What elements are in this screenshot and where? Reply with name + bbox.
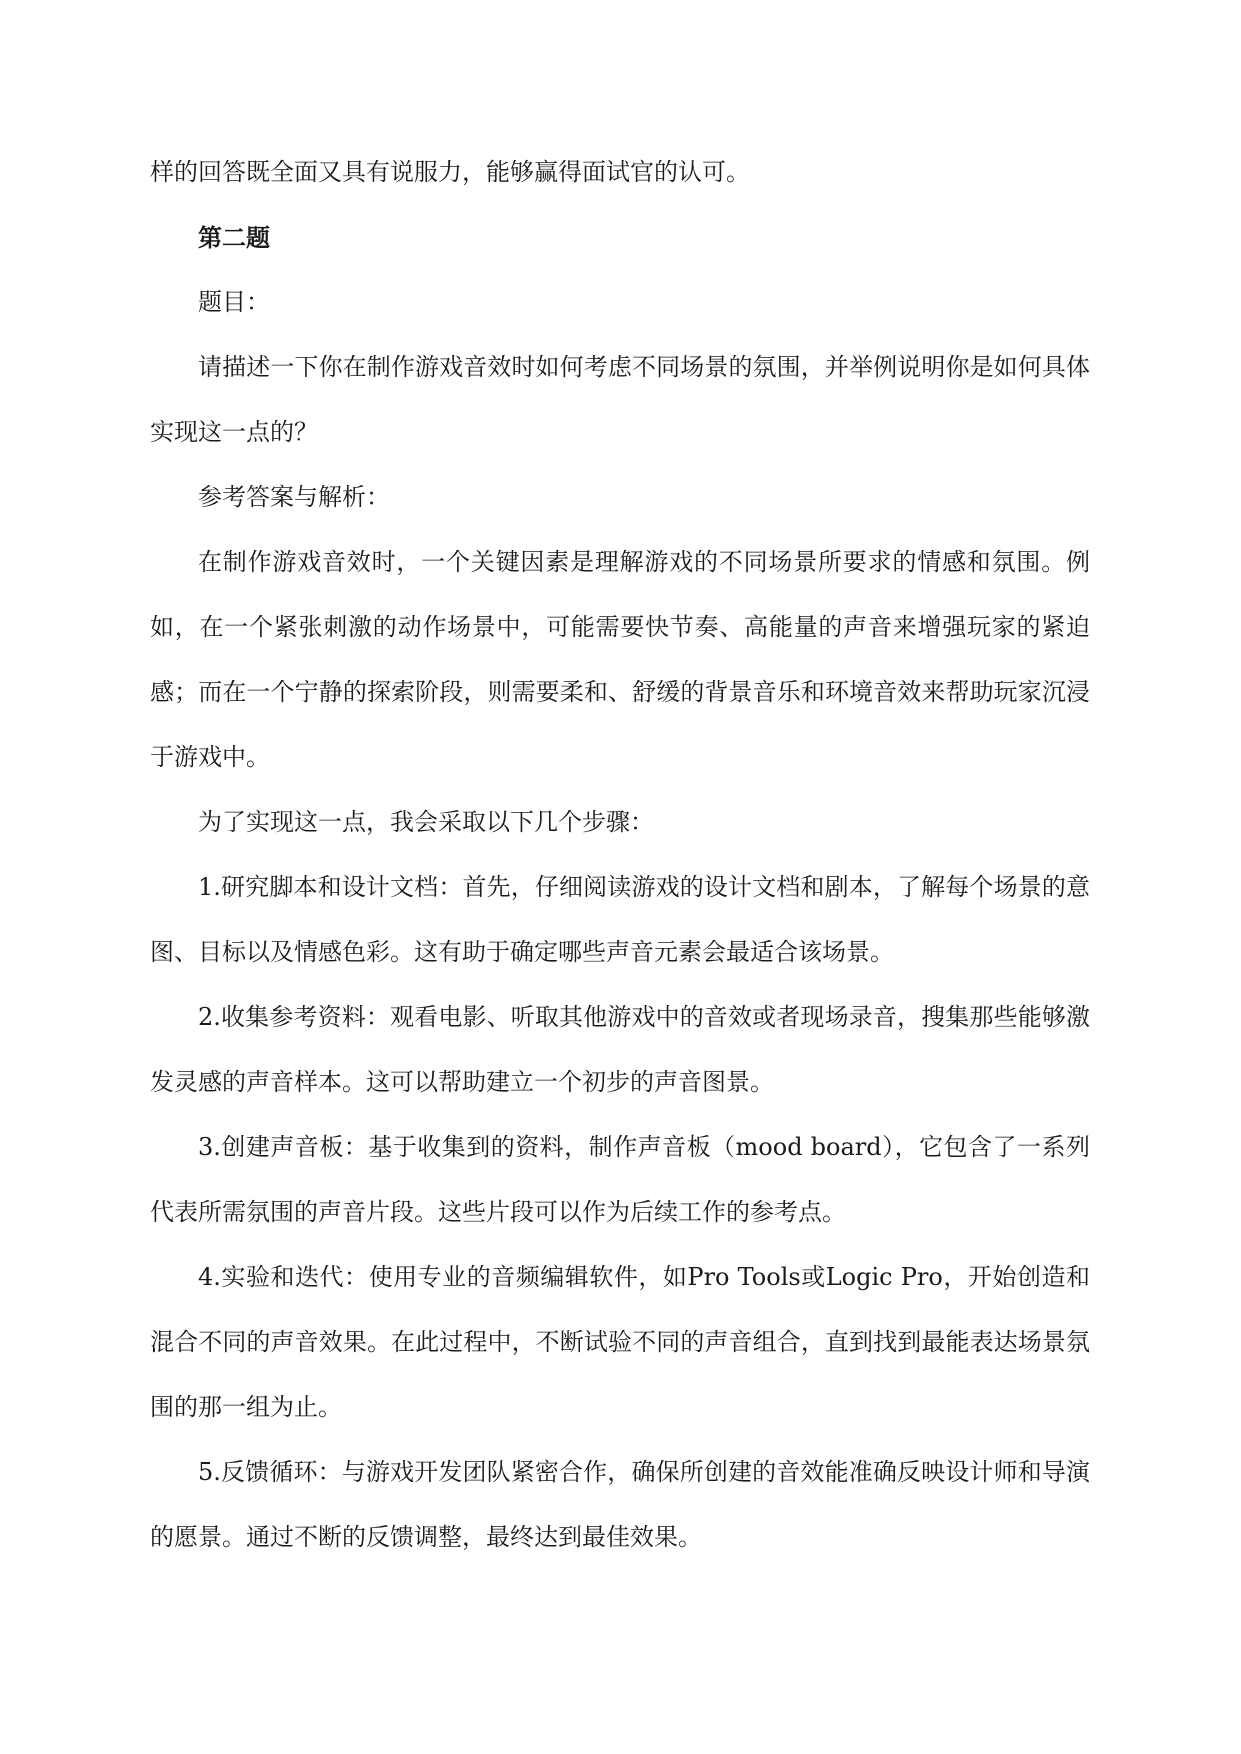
steps-intro-paragraph: 为了实现这一点，我会采取以下几个步骤： — [198, 808, 654, 836]
step-4-paragraph: 4.实验和迭代：使用专业的音频编辑软件，如Pro Tools或Logic Pro，开始创造和混合不同的声音效果。在此过程中，不断试验不同的声音组合，直到找到最能表达场景氛围的那一组为止。 — [150, 1263, 1090, 1421]
step-2-paragraph: 2.收集参考资料：观看电影、听取其他游戏中的音效或者现场录音，搜集那些能够激发灵感的声音样本。这可以帮助建立一个初步的声音图景。 — [150, 1003, 1090, 1096]
paragraph-continuation: 样的回答既全面又具有说服力，能够赢得面试官的认可。 — [150, 158, 750, 186]
question-heading: 第二题 — [198, 223, 270, 252]
step-3-paragraph: 3.创建声音板：基于收集到的资料，制作声音板（mood board），它包含了一系列代表所需氛围的声音片段。这些片段可以作为后续工作的参考点。 — [150, 1133, 1090, 1226]
step-5-paragraph: 5.反馈循环：与游戏开发团队紧密合作，确保所创建的音效能准确反映设计师和导演的愿景。通过不断的反馈调整，最终达到最佳效果。 — [150, 1458, 1090, 1551]
topic-label: 题目： — [198, 288, 270, 316]
answer-label: 参考答案与解析： — [198, 483, 390, 511]
step-1-paragraph: 1.研究脚本和设计文档：首先，仔细阅读游戏的设计文档和剧本，了解每个场景的意图、目标以及情感色彩。这有助于确定哪些声音元素会最适合该场景。 — [150, 873, 1090, 966]
answer-intro-paragraph: 在制作游戏音效时，一个关键因素是理解游戏的不同场景所要求的情感和氛围。例如，在一个紧张刺激的动作场景中，可能需要快节奏、高能量的声音来增强玩家的紧迫感；而在一个宁静的探索阶段，则需要柔和、舒缓的背景音乐和环境音效来帮助玩家沉浸于游戏中。 — [150, 548, 1090, 771]
question-text: 请描述一下你在制作游戏音效时如何考虑不同场景的氛围，并举例说明你是如何具体实现这一点的？ — [150, 353, 1090, 446]
document-page — [150, 140, 1090, 1570]
